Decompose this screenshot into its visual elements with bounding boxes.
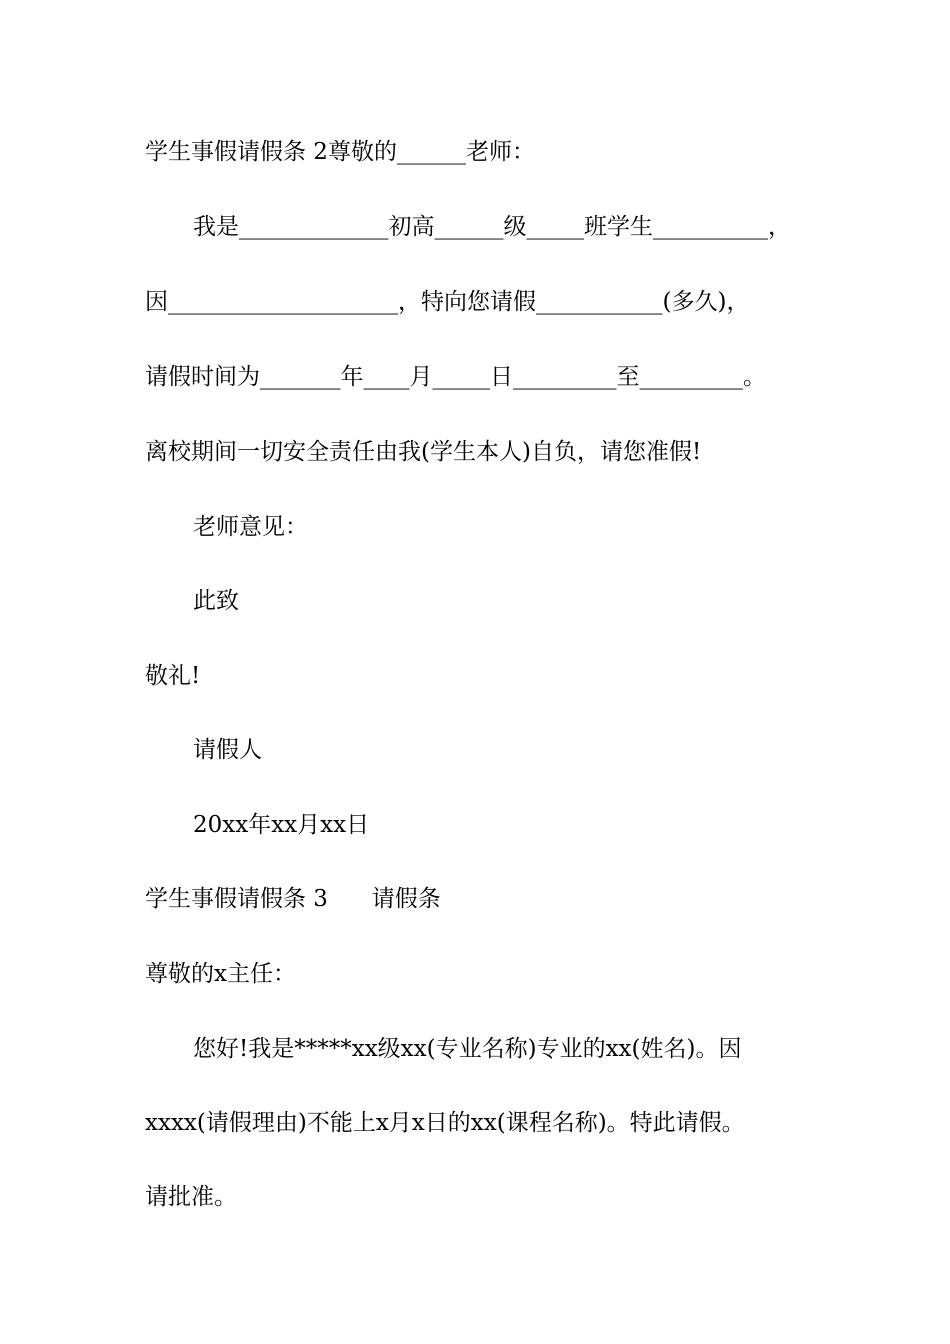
applicant-label: 请假人	[193, 737, 262, 763]
section-2-heading-salutation: 学生事假请假条 2尊敬的______老师：	[145, 139, 535, 165]
section-3-heading: 学生事假请假条 3 请假条	[145, 886, 441, 912]
request-approval-line: 请批准。	[145, 1184, 237, 1210]
closing-cizhi: 此致	[193, 588, 239, 614]
greeting-body-line: 您好!我是*****xx级xx(专业名称)专业的xx(姓名)。因	[193, 1036, 742, 1062]
leave-period-line: 请假时间为_______年____月_____日_________至_________。	[145, 364, 766, 390]
salutation-director: 尊敬的x主任：	[145, 961, 296, 987]
safety-responsibility-line: 离校期间一切安全责任由我(学生本人)自负，请您准假!	[145, 439, 702, 465]
date-line: 20xx年xx月xx日	[193, 812, 370, 838]
reason-duration-line: 因____________________，特向您请假___________(多久)，	[145, 289, 750, 315]
closing-jingli: 敬礼!	[145, 663, 201, 689]
teacher-opinion-label: 老师意见：	[193, 514, 308, 540]
reason-course-line: xxxx(请假理由)不能上x月x日的xx(课程名称)。特此请假。	[145, 1110, 745, 1136]
student-info-line: 我是_____________初高______级_____班学生__________，	[193, 214, 791, 240]
